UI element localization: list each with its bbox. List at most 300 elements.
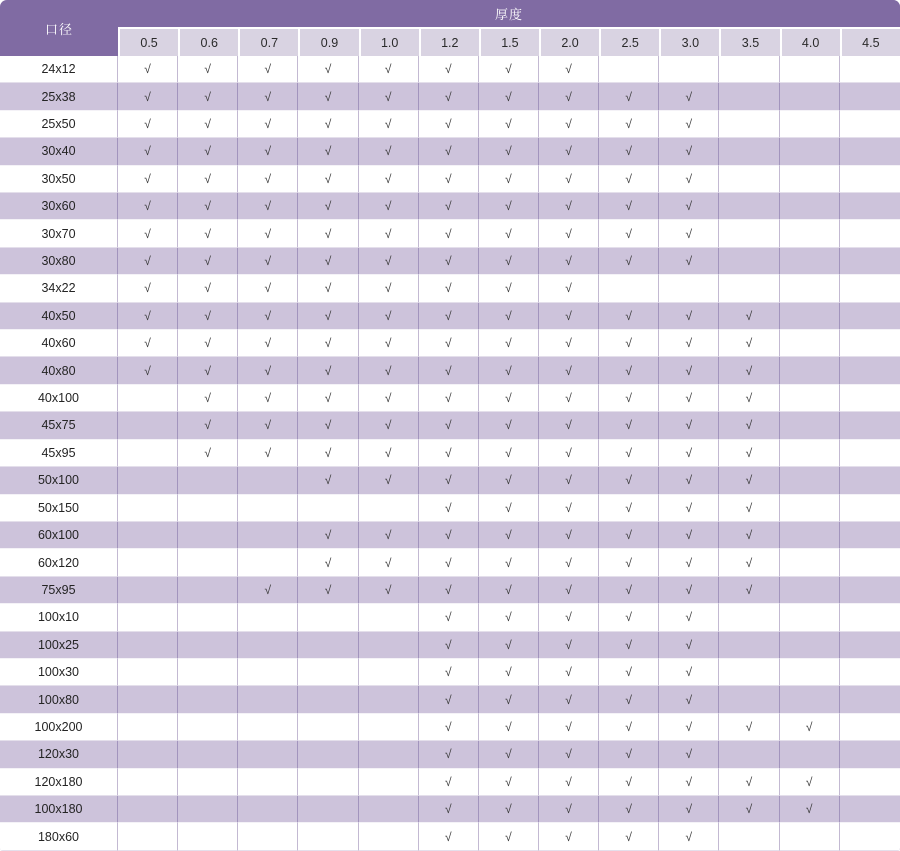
empty-cell bbox=[719, 632, 779, 659]
empty-cell bbox=[780, 220, 840, 247]
check-cell: √ bbox=[178, 138, 238, 165]
empty-cell bbox=[118, 714, 178, 741]
size-row-label: 34x22 bbox=[0, 275, 118, 302]
check-cell: √ bbox=[479, 357, 539, 384]
table-row bbox=[0, 330, 900, 357]
check-cell: √ bbox=[599, 193, 659, 220]
check-cell: √ bbox=[118, 111, 178, 138]
check-cell: √ bbox=[599, 632, 659, 659]
check-cell: √ bbox=[419, 138, 479, 165]
check-cell: √ bbox=[359, 467, 419, 494]
check-cell: √ bbox=[599, 796, 659, 823]
empty-cell bbox=[118, 440, 178, 467]
check-cell: √ bbox=[539, 440, 599, 467]
check-cell: √ bbox=[298, 193, 358, 220]
empty-cell bbox=[840, 604, 900, 631]
empty-cell bbox=[178, 632, 238, 659]
empty-cell bbox=[298, 604, 358, 631]
size-row-label: 100x200 bbox=[0, 714, 118, 741]
empty-cell bbox=[719, 275, 779, 302]
empty-cell bbox=[359, 495, 419, 522]
check-cell: √ bbox=[419, 769, 479, 796]
empty-cell bbox=[780, 632, 840, 659]
empty-cell bbox=[780, 166, 840, 193]
check-cell: √ bbox=[419, 796, 479, 823]
empty-cell bbox=[359, 741, 419, 768]
empty-cell bbox=[118, 549, 178, 576]
thickness-column-header: 0.5 bbox=[118, 27, 178, 56]
check-cell: √ bbox=[298, 577, 358, 604]
empty-cell bbox=[118, 632, 178, 659]
empty-cell bbox=[840, 495, 900, 522]
check-cell: √ bbox=[419, 714, 479, 741]
check-cell: √ bbox=[659, 769, 719, 796]
check-cell: √ bbox=[178, 412, 238, 439]
check-cell: √ bbox=[479, 495, 539, 522]
check-cell: √ bbox=[359, 412, 419, 439]
empty-cell bbox=[840, 220, 900, 247]
check-cell: √ bbox=[539, 330, 599, 357]
check-cell: √ bbox=[659, 495, 719, 522]
check-cell: √ bbox=[719, 467, 779, 494]
empty-cell bbox=[840, 686, 900, 713]
size-row-label: 180x60 bbox=[0, 823, 118, 851]
check-cell: √ bbox=[599, 357, 659, 384]
check-cell: √ bbox=[780, 769, 840, 796]
check-cell: √ bbox=[298, 138, 358, 165]
check-cell: √ bbox=[659, 823, 719, 851]
check-cell: √ bbox=[539, 303, 599, 330]
table-header bbox=[0, 0, 900, 56]
check-cell: √ bbox=[719, 330, 779, 357]
empty-cell bbox=[840, 549, 900, 576]
check-cell: √ bbox=[479, 166, 539, 193]
thickness-band-header: 厚度 bbox=[118, 0, 900, 27]
thickness-column-header: 0.9 bbox=[298, 27, 358, 56]
empty-cell bbox=[178, 659, 238, 686]
empty-cell bbox=[840, 659, 900, 686]
check-cell: √ bbox=[178, 166, 238, 193]
empty-cell bbox=[840, 467, 900, 494]
check-cell: √ bbox=[659, 330, 719, 357]
empty-cell bbox=[719, 248, 779, 275]
size-row-label: 50x150 bbox=[0, 495, 118, 522]
empty-cell bbox=[780, 522, 840, 549]
empty-cell bbox=[780, 56, 840, 83]
empty-cell bbox=[840, 193, 900, 220]
check-cell: √ bbox=[419, 193, 479, 220]
size-row-label: 30x50 bbox=[0, 166, 118, 193]
check-cell: √ bbox=[419, 467, 479, 494]
check-cell: √ bbox=[479, 83, 539, 110]
empty-cell bbox=[178, 686, 238, 713]
check-cell: √ bbox=[178, 56, 238, 83]
check-cell: √ bbox=[659, 303, 719, 330]
check-cell: √ bbox=[539, 604, 599, 631]
check-cell: √ bbox=[118, 166, 178, 193]
empty-cell bbox=[178, 577, 238, 604]
table-row bbox=[0, 659, 900, 686]
check-cell: √ bbox=[419, 604, 479, 631]
check-cell: √ bbox=[178, 193, 238, 220]
check-cell: √ bbox=[359, 111, 419, 138]
empty-cell bbox=[780, 686, 840, 713]
empty-cell bbox=[719, 166, 779, 193]
check-cell: √ bbox=[599, 549, 659, 576]
check-cell: √ bbox=[178, 303, 238, 330]
size-row-label: 100x25 bbox=[0, 632, 118, 659]
check-cell: √ bbox=[298, 412, 358, 439]
empty-cell bbox=[118, 796, 178, 823]
check-cell: √ bbox=[539, 412, 599, 439]
thickness-column-header: 4.5 bbox=[840, 27, 900, 56]
check-cell: √ bbox=[659, 385, 719, 412]
check-cell: √ bbox=[238, 412, 298, 439]
table-row bbox=[0, 83, 900, 110]
empty-cell bbox=[599, 56, 659, 83]
empty-cell bbox=[780, 823, 840, 851]
thickness-column-header: 4.0 bbox=[780, 27, 840, 56]
table-row bbox=[0, 111, 900, 138]
check-cell: √ bbox=[659, 467, 719, 494]
check-cell: √ bbox=[359, 522, 419, 549]
check-cell: √ bbox=[118, 303, 178, 330]
check-cell: √ bbox=[419, 577, 479, 604]
check-cell: √ bbox=[178, 357, 238, 384]
check-cell: √ bbox=[719, 357, 779, 384]
check-cell: √ bbox=[659, 193, 719, 220]
check-cell: √ bbox=[298, 549, 358, 576]
check-cell: √ bbox=[298, 275, 358, 302]
check-cell: √ bbox=[539, 166, 599, 193]
check-cell: √ bbox=[178, 275, 238, 302]
empty-cell bbox=[359, 823, 419, 851]
check-cell: √ bbox=[479, 330, 539, 357]
check-cell: √ bbox=[659, 248, 719, 275]
empty-cell bbox=[780, 741, 840, 768]
check-cell: √ bbox=[419, 495, 479, 522]
empty-cell bbox=[780, 440, 840, 467]
check-cell: √ bbox=[118, 193, 178, 220]
check-cell: √ bbox=[479, 138, 539, 165]
table-row bbox=[0, 220, 900, 247]
check-cell: √ bbox=[539, 111, 599, 138]
empty-cell bbox=[719, 823, 779, 851]
check-cell: √ bbox=[479, 440, 539, 467]
check-cell: √ bbox=[599, 330, 659, 357]
table-row bbox=[0, 823, 900, 851]
check-cell: √ bbox=[238, 111, 298, 138]
size-row-label: 100x30 bbox=[0, 659, 118, 686]
check-cell: √ bbox=[298, 357, 358, 384]
check-cell: √ bbox=[539, 714, 599, 741]
empty-cell bbox=[840, 522, 900, 549]
check-cell: √ bbox=[659, 604, 719, 631]
empty-cell bbox=[178, 714, 238, 741]
size-row-label: 25x38 bbox=[0, 83, 118, 110]
check-cell: √ bbox=[780, 796, 840, 823]
empty-cell bbox=[840, 275, 900, 302]
size-row-label: 60x100 bbox=[0, 522, 118, 549]
check-cell: √ bbox=[419, 412, 479, 439]
check-cell: √ bbox=[599, 495, 659, 522]
check-cell: √ bbox=[238, 440, 298, 467]
empty-cell bbox=[780, 275, 840, 302]
empty-cell bbox=[359, 796, 419, 823]
check-cell: √ bbox=[659, 659, 719, 686]
empty-cell bbox=[238, 632, 298, 659]
empty-cell bbox=[178, 769, 238, 796]
check-cell: √ bbox=[359, 440, 419, 467]
check-cell: √ bbox=[659, 412, 719, 439]
check-cell: √ bbox=[419, 275, 479, 302]
check-cell: √ bbox=[298, 166, 358, 193]
check-cell: √ bbox=[298, 111, 358, 138]
check-cell: √ bbox=[419, 522, 479, 549]
size-row-label: 24x12 bbox=[0, 56, 118, 83]
check-cell: √ bbox=[238, 83, 298, 110]
size-row-label: 25x50 bbox=[0, 111, 118, 138]
check-cell: √ bbox=[419, 659, 479, 686]
check-cell: √ bbox=[238, 248, 298, 275]
empty-cell bbox=[298, 823, 358, 851]
empty-cell bbox=[238, 522, 298, 549]
check-cell: √ bbox=[419, 549, 479, 576]
check-cell: √ bbox=[479, 823, 539, 851]
check-cell: √ bbox=[238, 303, 298, 330]
check-cell: √ bbox=[178, 111, 238, 138]
empty-cell bbox=[118, 769, 178, 796]
empty-cell bbox=[118, 522, 178, 549]
check-cell: √ bbox=[298, 440, 358, 467]
size-row-label: 100x180 bbox=[0, 796, 118, 823]
check-cell: √ bbox=[359, 138, 419, 165]
check-cell: √ bbox=[479, 659, 539, 686]
check-cell: √ bbox=[419, 56, 479, 83]
check-cell: √ bbox=[479, 412, 539, 439]
check-cell: √ bbox=[419, 220, 479, 247]
check-cell: √ bbox=[599, 248, 659, 275]
check-cell: √ bbox=[659, 522, 719, 549]
check-cell: √ bbox=[659, 686, 719, 713]
check-cell: √ bbox=[659, 220, 719, 247]
empty-cell bbox=[238, 604, 298, 631]
check-cell: √ bbox=[298, 467, 358, 494]
check-cell: √ bbox=[238, 193, 298, 220]
check-cell: √ bbox=[479, 220, 539, 247]
check-cell: √ bbox=[118, 248, 178, 275]
size-row-label: 40x80 bbox=[0, 357, 118, 384]
check-cell: √ bbox=[539, 193, 599, 220]
check-cell: √ bbox=[599, 467, 659, 494]
check-cell: √ bbox=[178, 440, 238, 467]
empty-cell bbox=[118, 604, 178, 631]
check-cell: √ bbox=[419, 741, 479, 768]
size-row-label: 45x75 bbox=[0, 412, 118, 439]
empty-cell bbox=[359, 632, 419, 659]
check-cell: √ bbox=[178, 248, 238, 275]
empty-cell bbox=[298, 659, 358, 686]
check-cell: √ bbox=[359, 385, 419, 412]
empty-cell bbox=[178, 495, 238, 522]
check-cell: √ bbox=[298, 220, 358, 247]
empty-cell bbox=[840, 138, 900, 165]
empty-cell bbox=[298, 686, 358, 713]
check-cell: √ bbox=[539, 796, 599, 823]
empty-cell bbox=[780, 357, 840, 384]
check-cell: √ bbox=[659, 111, 719, 138]
table-row bbox=[0, 357, 900, 384]
empty-cell bbox=[780, 303, 840, 330]
empty-cell bbox=[118, 385, 178, 412]
table-row bbox=[0, 467, 900, 494]
table-row bbox=[0, 275, 900, 302]
empty-cell bbox=[298, 769, 358, 796]
check-cell: √ bbox=[419, 248, 479, 275]
size-row-label: 50x100 bbox=[0, 467, 118, 494]
check-cell: √ bbox=[539, 275, 599, 302]
empty-cell bbox=[178, 549, 238, 576]
empty-cell bbox=[840, 248, 900, 275]
check-cell: √ bbox=[659, 632, 719, 659]
size-row-label: 120x180 bbox=[0, 769, 118, 796]
check-cell: √ bbox=[479, 577, 539, 604]
check-cell: √ bbox=[298, 83, 358, 110]
empty-cell bbox=[719, 659, 779, 686]
size-row-label: 40x100 bbox=[0, 385, 118, 412]
check-cell: √ bbox=[659, 166, 719, 193]
empty-cell bbox=[840, 357, 900, 384]
empty-cell bbox=[238, 495, 298, 522]
size-row-label: 45x95 bbox=[0, 440, 118, 467]
empty-cell bbox=[118, 577, 178, 604]
check-cell: √ bbox=[298, 330, 358, 357]
empty-cell bbox=[178, 522, 238, 549]
empty-cell bbox=[840, 714, 900, 741]
check-cell: √ bbox=[118, 330, 178, 357]
check-cell: √ bbox=[479, 686, 539, 713]
check-cell: √ bbox=[599, 385, 659, 412]
empty-cell bbox=[599, 275, 659, 302]
table-row bbox=[0, 138, 900, 165]
check-cell: √ bbox=[298, 248, 358, 275]
check-cell: √ bbox=[539, 632, 599, 659]
check-cell: √ bbox=[178, 330, 238, 357]
empty-cell bbox=[178, 741, 238, 768]
empty-cell bbox=[780, 577, 840, 604]
check-cell: √ bbox=[659, 741, 719, 768]
check-cell: √ bbox=[479, 796, 539, 823]
size-row-label: 40x50 bbox=[0, 303, 118, 330]
check-cell: √ bbox=[719, 412, 779, 439]
caliber-corner-header: 口径 bbox=[0, 0, 118, 56]
empty-cell bbox=[780, 385, 840, 412]
empty-cell bbox=[840, 83, 900, 110]
empty-cell bbox=[659, 275, 719, 302]
empty-cell bbox=[780, 495, 840, 522]
check-cell: √ bbox=[238, 385, 298, 412]
check-cell: √ bbox=[539, 56, 599, 83]
check-cell: √ bbox=[599, 440, 659, 467]
empty-cell bbox=[719, 138, 779, 165]
check-cell: √ bbox=[479, 714, 539, 741]
size-row-label: 30x40 bbox=[0, 138, 118, 165]
check-cell: √ bbox=[238, 330, 298, 357]
size-row-label: 75x95 bbox=[0, 577, 118, 604]
check-cell: √ bbox=[178, 83, 238, 110]
table-row bbox=[0, 741, 900, 768]
empty-cell bbox=[118, 823, 178, 851]
thickness-column-header: 0.7 bbox=[238, 27, 298, 56]
empty-cell bbox=[719, 604, 779, 631]
empty-cell bbox=[840, 741, 900, 768]
check-cell: √ bbox=[539, 467, 599, 494]
table-row bbox=[0, 714, 900, 741]
check-cell: √ bbox=[359, 577, 419, 604]
empty-cell bbox=[238, 467, 298, 494]
empty-cell bbox=[780, 83, 840, 110]
table-row bbox=[0, 495, 900, 522]
empty-cell bbox=[840, 166, 900, 193]
check-cell: √ bbox=[419, 357, 479, 384]
thickness-column-header: 1.0 bbox=[359, 27, 419, 56]
check-cell: √ bbox=[599, 659, 659, 686]
check-cell: √ bbox=[419, 83, 479, 110]
check-cell: √ bbox=[599, 604, 659, 631]
check-cell: √ bbox=[359, 330, 419, 357]
check-cell: √ bbox=[118, 357, 178, 384]
empty-cell bbox=[118, 741, 178, 768]
empty-cell bbox=[840, 330, 900, 357]
empty-cell bbox=[780, 549, 840, 576]
check-cell: √ bbox=[479, 467, 539, 494]
check-cell: √ bbox=[719, 577, 779, 604]
check-cell: √ bbox=[539, 659, 599, 686]
empty-cell bbox=[840, 577, 900, 604]
empty-cell bbox=[840, 796, 900, 823]
table-row bbox=[0, 303, 900, 330]
check-cell: √ bbox=[359, 303, 419, 330]
check-cell: √ bbox=[599, 522, 659, 549]
empty-cell bbox=[719, 111, 779, 138]
check-cell: √ bbox=[719, 769, 779, 796]
thickness-column-header: 3.5 bbox=[719, 27, 779, 56]
thickness-column-header: 1.5 bbox=[479, 27, 539, 56]
check-cell: √ bbox=[359, 357, 419, 384]
check-cell: √ bbox=[238, 56, 298, 83]
check-cell: √ bbox=[659, 83, 719, 110]
check-cell: √ bbox=[599, 83, 659, 110]
empty-cell bbox=[238, 549, 298, 576]
check-cell: √ bbox=[539, 220, 599, 247]
size-row-label: 120x30 bbox=[0, 741, 118, 768]
empty-cell bbox=[719, 686, 779, 713]
check-cell: √ bbox=[479, 769, 539, 796]
check-cell: √ bbox=[359, 220, 419, 247]
check-cell: √ bbox=[539, 823, 599, 851]
size-row-label: 30x60 bbox=[0, 193, 118, 220]
check-cell: √ bbox=[298, 303, 358, 330]
empty-cell bbox=[359, 604, 419, 631]
table-row bbox=[0, 522, 900, 549]
empty-cell bbox=[719, 193, 779, 220]
check-cell: √ bbox=[539, 522, 599, 549]
check-cell: √ bbox=[419, 686, 479, 713]
table-row bbox=[0, 248, 900, 275]
check-cell: √ bbox=[479, 193, 539, 220]
empty-cell bbox=[840, 56, 900, 83]
check-cell: √ bbox=[178, 385, 238, 412]
